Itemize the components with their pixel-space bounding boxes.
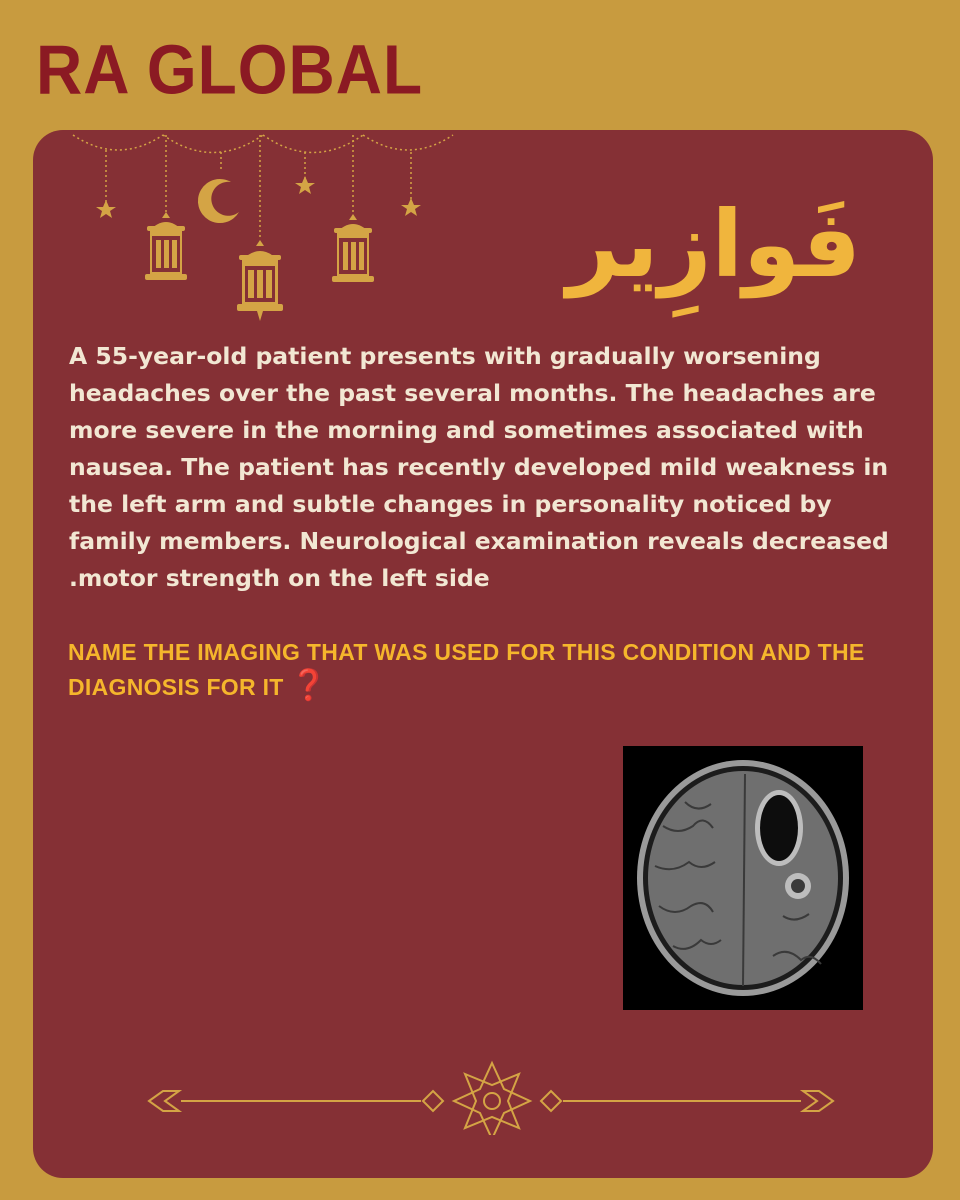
lantern-icon bbox=[145, 212, 187, 280]
arabic-title: فَوازِير bbox=[566, 191, 861, 298]
ramadan-decoration bbox=[33, 130, 493, 330]
question-prompt-text: NAME THE IMAGING THAT WAS USED FOR THIS CONDITION AND THE DIAGNOSIS FOR IT bbox=[68, 639, 865, 700]
question-mark-icon: ❓ bbox=[290, 669, 328, 702]
quiz-card bbox=[33, 130, 933, 1178]
brain-mri-image bbox=[623, 746, 863, 1010]
ornament-divider-icon bbox=[141, 1055, 841, 1135]
brand-title: RA GLOBAL bbox=[36, 31, 424, 109]
crescent-moon-icon bbox=[198, 179, 239, 223]
case-description: A 55-year-old patient presents with gradually worsening headaches over the past several months. The headaches are more severe in the morning and sometimes associated with nausea. The patient has recently developed mild weakness in the left arm and subtle changes in personality noticed by family members. Neurological examination reveals decreased .motor strength on the left side bbox=[69, 342, 889, 592]
lantern-icon bbox=[237, 240, 283, 321]
star-icon bbox=[96, 176, 421, 218]
question-prompt bbox=[68, 635, 898, 704]
lantern-icon bbox=[332, 214, 374, 282]
